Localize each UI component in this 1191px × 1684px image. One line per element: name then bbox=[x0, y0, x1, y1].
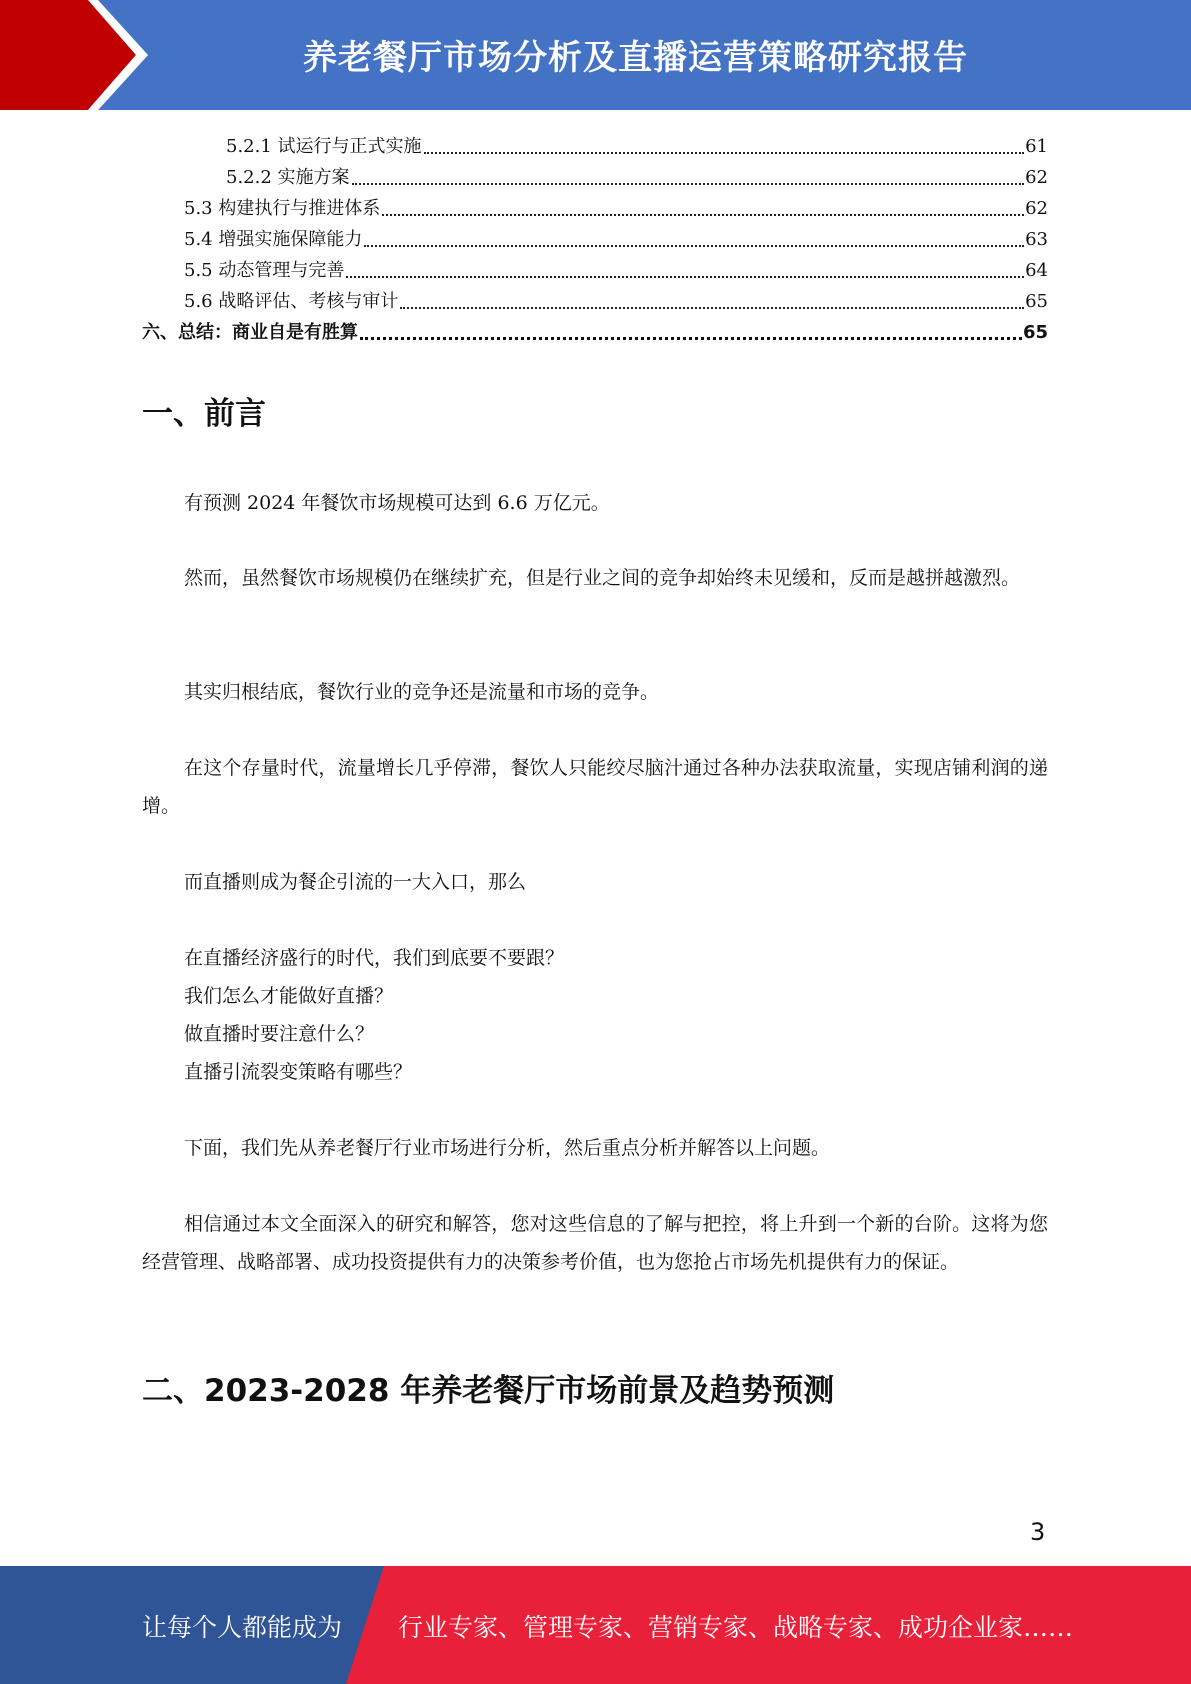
section-heading-preface: 一、前言 bbox=[142, 396, 266, 432]
toc-leader-dots bbox=[424, 151, 1025, 154]
report-title: 养老餐厅市场分析及直播运营策略研究报告 bbox=[303, 38, 968, 78]
paragraph: 下面，我们先从养老餐厅行业市场进行分析，然后重点分析并解答以上问题。 bbox=[184, 1137, 831, 1159]
toc-leader-dots bbox=[346, 275, 1024, 278]
toc-entry-page: 62 bbox=[1025, 167, 1048, 188]
toc-entry[interactable] bbox=[142, 255, 1048, 286]
toc-entry-page: 63 bbox=[1025, 229, 1048, 250]
toc-entry-label: 5.2.2 实施方案 bbox=[226, 167, 350, 188]
paragraph: 有预测 2024 年餐饮市场规模可达到 6.6 万亿元。 bbox=[184, 492, 610, 514]
section-heading-forecast: 二、2023-2028 年养老餐厅市场前景及趋势预测 bbox=[142, 1373, 835, 1409]
toc-entry-page: 62 bbox=[1025, 198, 1048, 219]
toc-entry-page: 64 bbox=[1025, 260, 1048, 281]
toc-entry-page: 65 bbox=[1025, 291, 1048, 312]
paragraph: 而直播则成为餐企引流的一大入口，那么 bbox=[184, 871, 527, 893]
toc-entry-label: 5.2.1 试运行与正式实施 bbox=[226, 136, 422, 157]
toc-entry[interactable] bbox=[142, 286, 1048, 317]
toc-entry-label: 5.5 动态管理与完善 bbox=[184, 260, 345, 281]
toc-entry[interactable] bbox=[142, 193, 1048, 224]
question-line: 在直播经济盛行的时代，我们到底要不要跟？ bbox=[184, 947, 565, 969]
toc-leader-dots bbox=[400, 306, 1024, 309]
page-number: 3 bbox=[1030, 1518, 1046, 1546]
toc-entry-label: 5.3 构建执行与推进体系 bbox=[184, 198, 381, 219]
toc-entry-chapter[interactable] bbox=[142, 317, 1048, 348]
paragraph: 相信通过本文全面深入的研究和解答，您对这些信息的了解与把控，将上升到一个新的台阶。这将为您经营管理、战略部署、成功投资提供有力的决策参考价值，也为您抢占市场先机提供有力的保证。 bbox=[142, 1213, 1048, 1273]
toc-entry-label: 5.6 战略评估、考核与审计 bbox=[184, 291, 399, 312]
toc-entry[interactable] bbox=[142, 162, 1048, 193]
paragraph: 其实归根结底，餐饮行业的竞争还是流量和市场的竞争。 bbox=[184, 681, 660, 703]
toc-entry-page: 65 bbox=[1022, 322, 1048, 343]
question-line: 做直播时要注意什么？ bbox=[184, 1023, 375, 1045]
toc-leader-dots bbox=[382, 213, 1024, 216]
toc-entry-label: 六、总结：商业自是有胜算 bbox=[142, 322, 358, 343]
toc-entry[interactable] bbox=[142, 131, 1048, 162]
table-of-contents bbox=[142, 131, 1048, 348]
paragraph: 然而，虽然餐饮市场规模仍在继续扩充，但是行业之间的竞争却始终未见缓和，反而是越拼越激烈。 bbox=[184, 567, 1021, 589]
question-line: 直播引流裂变策略有哪些？ bbox=[184, 1061, 413, 1083]
footer-banner bbox=[0, 1566, 1191, 1684]
toc-entry[interactable] bbox=[142, 224, 1048, 255]
toc-leader-dots bbox=[352, 182, 1025, 185]
toc-entry-page: 61 bbox=[1025, 136, 1048, 157]
toc-leader-dots bbox=[364, 244, 1024, 247]
question-line: 我们怎么才能做好直播？ bbox=[184, 985, 394, 1007]
toc-leader-dots bbox=[360, 336, 1022, 340]
toc-entry-label: 5.4 增强实施保障能力 bbox=[184, 229, 363, 250]
report-header bbox=[0, 0, 1191, 110]
paragraph: 在这个存量时代，流量增长几乎停滞，餐饮人只能绞尽脑汁通过各种办法获取流量，实现店铺利润的递增。 bbox=[142, 757, 1048, 817]
footer-slogan-right: 行业专家、管理专家、营销专家、战略专家、成功企业家…… bbox=[398, 1613, 1074, 1642]
footer-slogan-left: 让每个人都能成为 bbox=[142, 1613, 343, 1642]
